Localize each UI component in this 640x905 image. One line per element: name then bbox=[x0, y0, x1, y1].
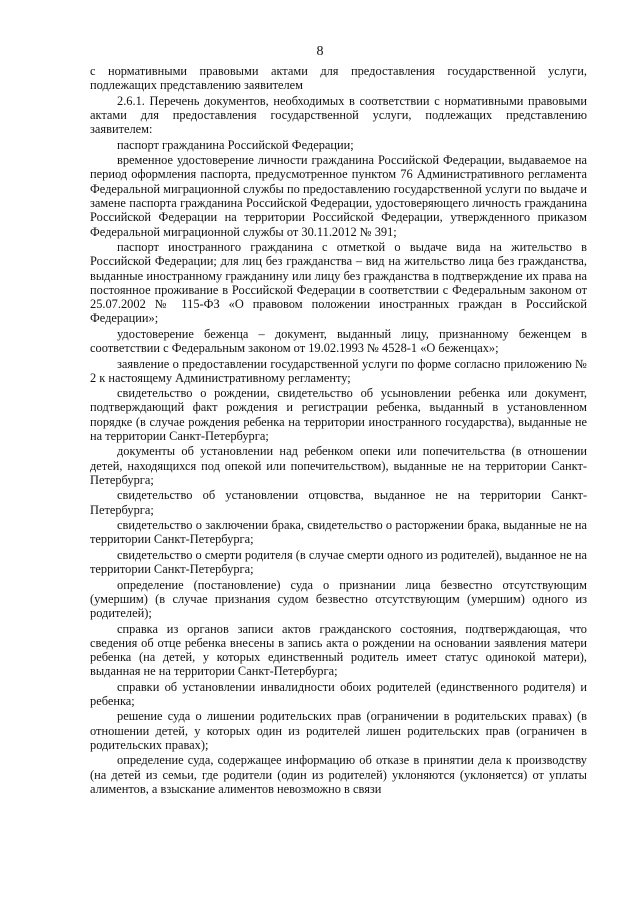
list-item-application: заявление о предоставлении государственной услуги по форме согласно приложению № 2 к настоящему Административному регламенту; bbox=[90, 356, 587, 385]
list-item-birth-certificate: свидетельство о рождении, свидетельство об усыновлении ребенка или документ, подтверждающий факт рождения и регистрации ребенка, выданный в установленном порядке (в случае рождения ребенка на территории иностранного государства), выданные не на территории Санкт-Петербурга; bbox=[90, 386, 587, 444]
list-item-temporary-id: временное удостоверение личности гражданина Российской Федерации, выдаваемое на период оформления паспорта, предусмотренное пунктом 76 Административного регламента Федеральной миграционной службы по предоставлению государственной услуги по выдаче и замене паспорта гражданина Российской Федерации, удостоверяющего личность гражданина Российской Федерации на территории Российской Федерации, утвержденного приказом Федеральной миграционной службы от 30.11.2012 № 391; bbox=[90, 153, 587, 239]
list-item-guardianship-documents: документы об установлении над ребенком опеки или попечительства (в отношении детей, находящихся под опекой или попечительством), выданные не на территории Санкт-Петербурга; bbox=[90, 444, 587, 488]
list-item-marriage-certificate: свидетельство о заключении брака, свидетельство о расторжении брака, выданные не на территории Санкт-Петербурга; bbox=[90, 518, 587, 547]
list-item-refugee-certificate: удостоверение беженца – документ, выданный лицу, признанному беженцем в соответствии с Федеральным законом от 19.02.1993 № 4528-1 «О беженцах»; bbox=[90, 326, 587, 356]
list-item-paternity-certificate: свидетельство об установлении отцовства, выданное не на территории Санкт-Петербурга; bbox=[90, 488, 587, 517]
list-item-alimony-court-ruling: определение суда, содержащее информацию об отказе в принятии дела к производству (на детей из семьи, где родители (один из родителей) уклоняются (уклоняется) от уплаты алиментов, а взыскание алиментов невозможно в связи bbox=[90, 753, 587, 797]
list-item-civil-registry-certificate: справка из органов записи актов гражданского состояния, подтверждающая, что сведения об отце ребенка внесены в запись акта о рождении на основании заявления матери ребенка (на детей, у которых единственный родитель имеет статус одинокой матери), выданная не на территории Санкт-Петербурга; bbox=[90, 621, 587, 679]
document-body bbox=[90, 64, 587, 797]
list-item-disability-certificates: справки об установлении инвалидности обоих родителей (единственного родителя) и ребенка; bbox=[90, 679, 587, 709]
list-item-death-certificate: свидетельство о смерти родителя (в случае смерти одного из родителей), выданное не на территории Санкт-Петербурга; bbox=[90, 547, 587, 577]
list-item-parental-rights-decision: решение суда о лишении родительских прав (ограничении в родительских правах) (в отношении детей, у которых один из родителей лишен родительских прав (ограничен в родительских правах); bbox=[90, 709, 587, 753]
paragraph-2-6-1: 2.6.1. Перечень документов, необходимых в соответствии с нормативными правовыми актами для предоставления государственной услуги, подлежащих представлению заявителем: bbox=[90, 93, 587, 137]
list-item-foreign-passport: паспорт иностранного гражданина с отметкой о выдаче вида на жительство в Российской Федерации; для лиц без гражданства – вид на жительство лица без гражданства, выданные иностранному гражданину или лицу без гражданства в подтверждение их права на постоянное проживание в Российской Федерации в соответствии с Федеральным законом от 25.07.2002 № 115-ФЗ «О правовом положении иностранных граждан в Российской Федерации»; bbox=[90, 239, 587, 326]
list-item-court-ruling-missing: определение (постановление) суда о признании лица безвестно отсутствующим (умершим) (в случае признания судом безвестно отсутствующим (умершим) одного из родителей); bbox=[90, 577, 587, 621]
page-number: 8 bbox=[316, 44, 324, 59]
paragraph-heading-continuation: с нормативными правовыми актами для предоставления государственной услуги, подлежащих представлению заявителем bbox=[90, 64, 587, 93]
list-item-passport: паспорт гражданина Российской Федерации; bbox=[117, 137, 354, 152]
